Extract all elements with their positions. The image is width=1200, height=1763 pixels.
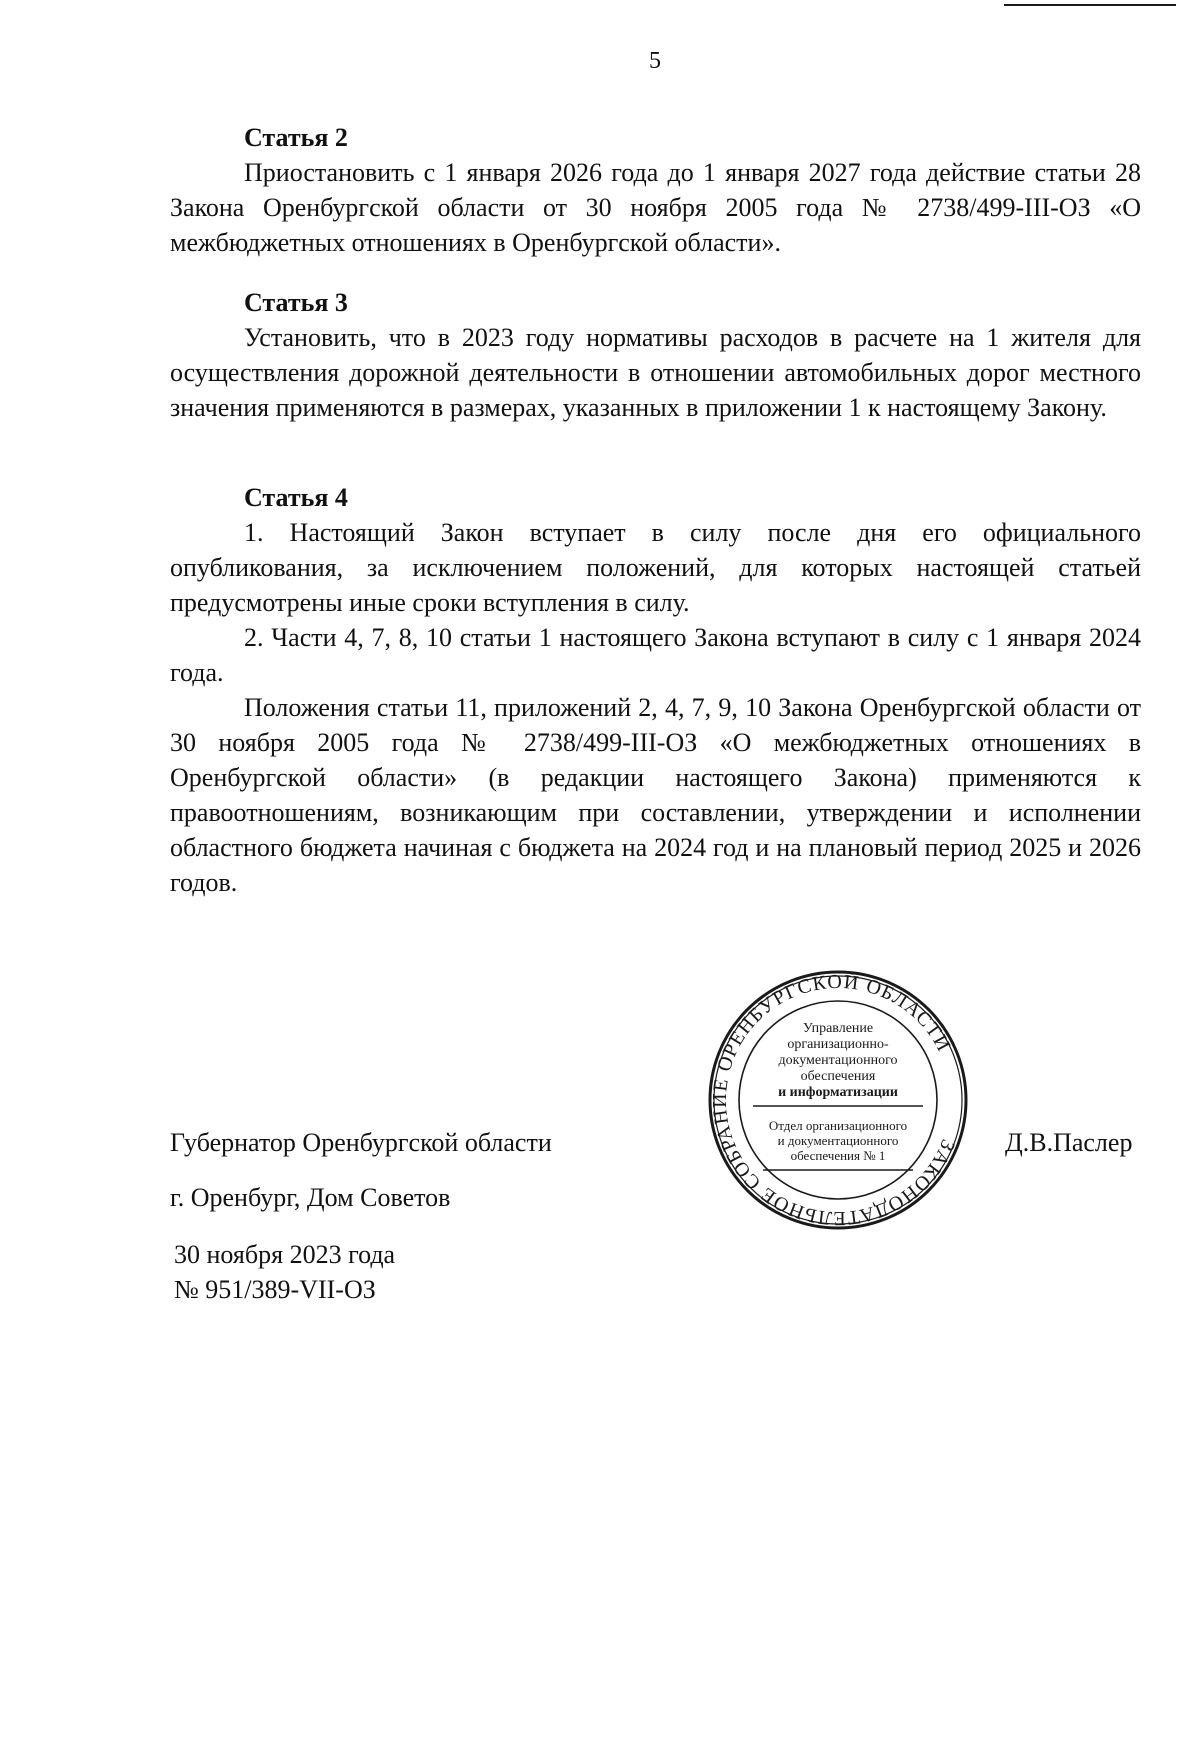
official-seal — [703, 970, 973, 1230]
top-rule — [1004, 4, 1176, 6]
article-3 — [170, 285, 1141, 425]
svg-text:организационно-: организационно- — [787, 1037, 889, 1052]
svg-text:ЗАКОНОДАТЕЛЬНОЕ СОБРАНИЕ ОРЕНБ: ЗАКОНОДАТЕЛЬНОЕ СОБРАНИЕ ОРЕНБУРГСКОЙ ОБЛАСТИ — [708, 970, 960, 1230]
svg-text:обеспечения: обеспечения — [800, 1069, 876, 1084]
signature-place: г. Оренбург, Дом Советов — [170, 1183, 451, 1212]
article-heading: Статья 3 — [244, 288, 348, 317]
article-heading: Статья 4 — [244, 483, 348, 512]
article-paragraph: Приостановить с 1 января 2026 года до 1 января 2027 года действие статьи 28 Закона Оренбургской области от 30 ноября 2005 года № 2738/499-III-ОЗ «О межбюджетных отношениях в Оренбургской области». — [170, 158, 1141, 257]
signer-name: Д.В.Паслер — [1005, 1128, 1133, 1157]
svg-text:Отдел организационного: Отдел организационного — [768, 1118, 908, 1133]
page-number: 5 — [649, 48, 661, 74]
svg-text:обеспечения № 1: обеспечения № 1 — [790, 1148, 886, 1163]
article-heading: Статья 2 — [244, 123, 348, 152]
article-paragraph: Установить, что в 2023 году нормативы расходов в расчете на 1 жителя для осуществления дорожной деятельности в отношении автомобильных дорог местного значения применяются в размерах, указанных в приложении 1 к настоящему Закону. — [170, 323, 1141, 422]
article-2 — [170, 120, 1141, 260]
svg-text:Управление: Управление — [802, 1021, 874, 1036]
svg-text:документационного: документационного — [778, 1053, 898, 1068]
article-paragraph: Положения статьи 11, приложений 2, 4, 7, 9, 10 Закона Оренбургской области от 30 ноября 2005 года № 2738/499-III-ОЗ «О межбюджетных отношениях в Оренбургской области» (в редакции настоящего Закона) применяются к правоотношениям, возникающим при составлении, утверждении и исполнении областного бюджета начиная с бюджета на 2024 год и на плановый период 2025 и 2026 годов. — [170, 693, 1141, 897]
law-number: № 951/389-VII-ОЗ — [174, 1275, 376, 1304]
svg-text:и документационного: и документационного — [777, 1133, 899, 1148]
signature-position: Губернатор Оренбургской области — [170, 1128, 552, 1157]
article-paragraph: 2. Части 4, 7, 8, 10 статьи 1 настоящего Закона вступают в силу с 1 января 2024 года. — [170, 623, 1141, 687]
article-4 — [170, 480, 1141, 900]
signature-date: 30 ноября 2023 года — [174, 1240, 396, 1269]
svg-text:и информатизации: и информатизации — [778, 1085, 898, 1100]
article-paragraph: 1. Настоящий Закон вступает в силу после дня его официального опубликования, за исключением положений, для которых настоящей статьей предусмотрены иные сроки вступления в силу. — [170, 518, 1141, 617]
